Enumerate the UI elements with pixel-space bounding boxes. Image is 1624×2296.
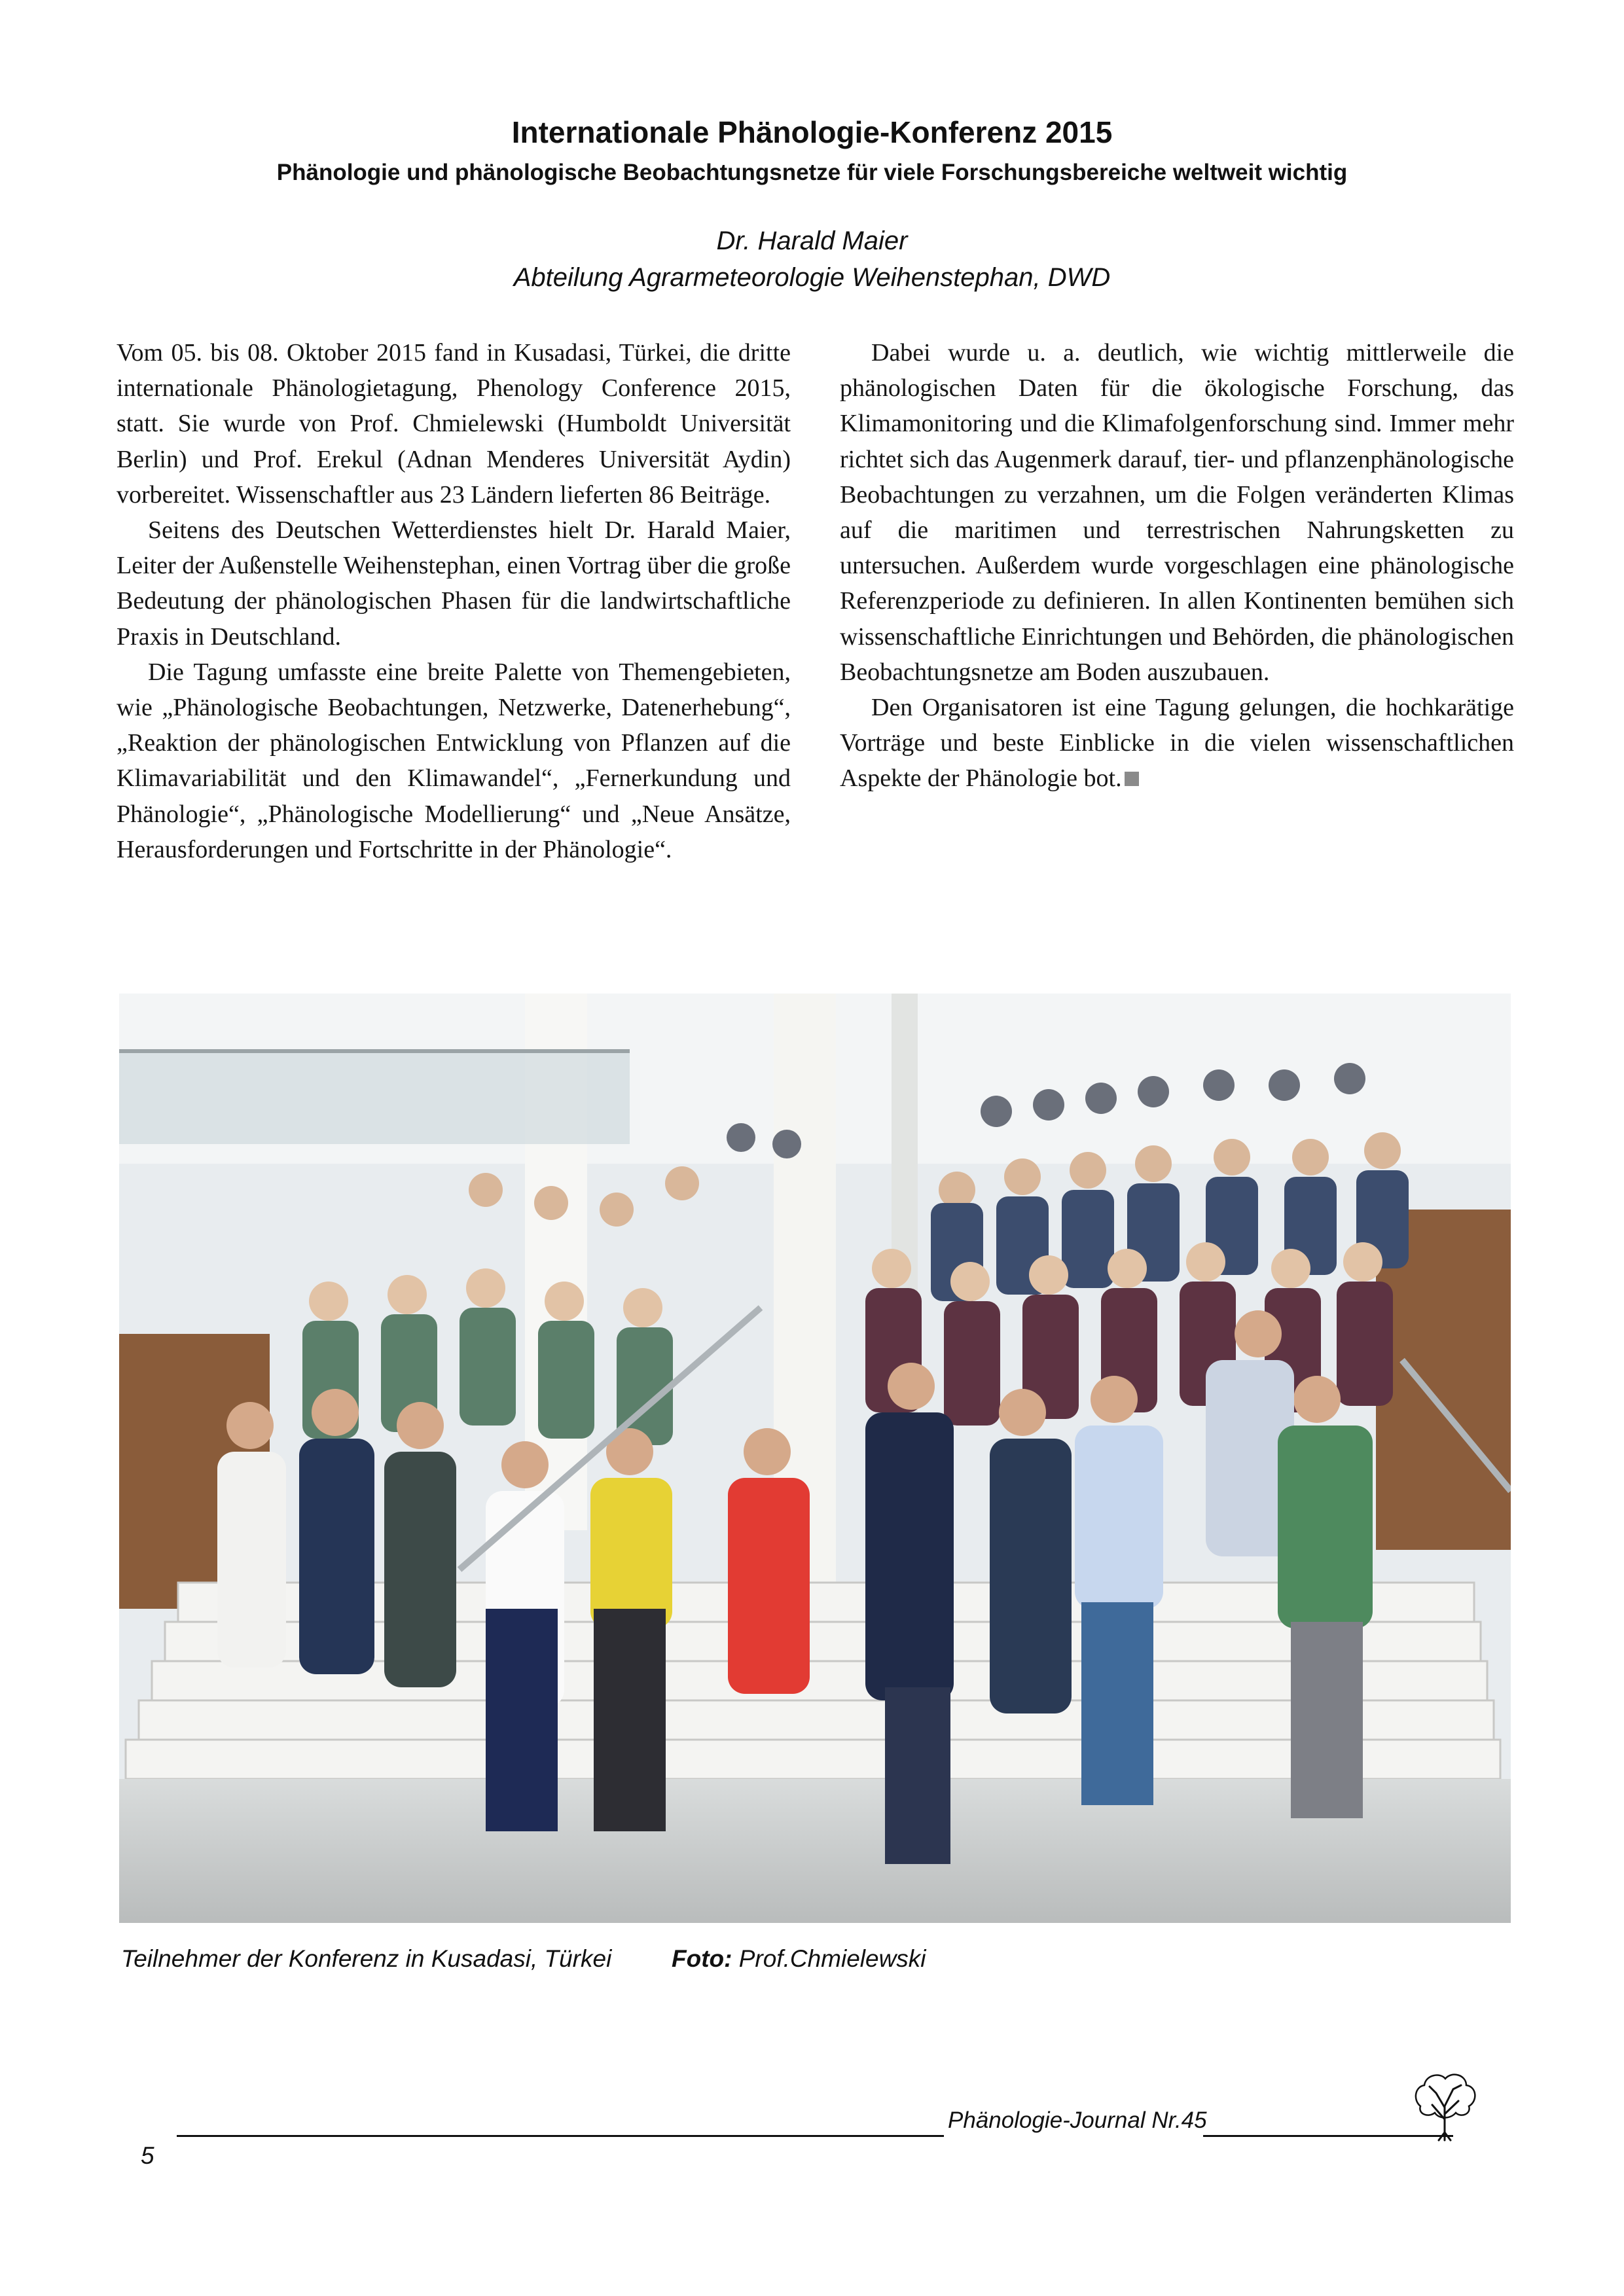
- end-of-article-mark: [1125, 772, 1139, 786]
- paragraph-last: [840, 690, 1514, 797]
- author-affiliation: Abteilung Agrarmeteorologie Weihenstephan, DWD: [513, 263, 1111, 292]
- figure-credit: [672, 1943, 926, 1975]
- tree-icon: [1406, 2067, 1483, 2144]
- group-photo-illustration: [119, 994, 1511, 1923]
- footer-rule-left: [177, 2135, 944, 2137]
- credit-name: Prof.Chmielewski: [738, 1945, 926, 1972]
- paragraph: Seitens des Deutschen Wetterdienstes hielt Dr. Harald Maier, Leiter der Außenstelle Weihenstephan, einen Vortrag über die große Bedeutung der phänologischen Phasen für die landwirtschaftliche Praxis in Deutschland.: [117, 516, 791, 651]
- paragraph: Vom 05. bis 08. Oktober 2015 fand in Kusadasi, Türkei, die dritte internationale Phänologietagung, Phenology Conference 2015, statt. Sie wurde von Prof. Chmielewski (Humboldt Universität Berlin) und Prof. Erekul (Adnan Menderes Universität Aydin) vorbereitet. Wissenschaftler aus 23 Ländern lieferten 86 Beiträge.: [117, 339, 791, 509]
- group-photo: [119, 994, 1511, 1923]
- article-subtitle: Phänologie und phänologische Beobachtungsnetze für viele Forschungsbereiche weltweit wichtig: [276, 160, 1348, 185]
- figure-caption: Teilnehmer der Konferenz in Kusadasi, Türkei: [121, 1945, 612, 1972]
- body-column-right: [840, 335, 1514, 797]
- paragraph: Dabei wurde u. a. deutlich, wie wichtig mittlerweile die phänologischen Daten für die ökologische Forschung, das Klimamonitoring und die Klimafolgenforschung sind. Immer mehr richtet sich das Augenmerk darauf, tier- und pflanzenphänologische Beobachtungen zu verzahnen, um die Folgen veränderten Klimas auf die maritimen und terrestrischen Nahrungsketten zu untersuchen. Außerdem wurde vorgeschlagen eine phänologische Referenzperiode zu definieren. In allen Kontinenten bemühen sich wissenschaftliche Einrichtungen und Behörden, die phänologischen Beobachtungsnetze am Boden auszubauen.: [840, 339, 1514, 686]
- paragraph: Die Tagung umfasste eine breite Palette von Themengebieten, wie „Phänologische Beobachtungen, Netzwerke, Datenerhebung“, „Reaktion der phänologischen Entwicklung von Pflanzen auf die Klimavariabilität und den Klimawandel“, „Fernerkundung und Phänologie“, „Phänologische Modellierung“ und „Neue Ansätze, Herausforderungen und Fortschritte in der Phänologie“.: [117, 658, 791, 863]
- journal-name: Phänologie-Journal Nr.45: [948, 2108, 1207, 2133]
- body-column-left: [117, 335, 791, 867]
- credit-label: Foto:: [672, 1945, 732, 1972]
- paragraph-text: Den Organisatoren ist eine Tagung gelungen, die hochkarätige Vorträge und beste Einblicke in die vielen wissenschaftlichen Aspekte der Phänologie bot.: [840, 694, 1514, 793]
- article-title: Internationale Phänologie-Konferenz 2015: [511, 115, 1113, 149]
- author-name: Dr. Harald Maier: [716, 226, 908, 255]
- page-number: 5: [141, 2142, 154, 2169]
